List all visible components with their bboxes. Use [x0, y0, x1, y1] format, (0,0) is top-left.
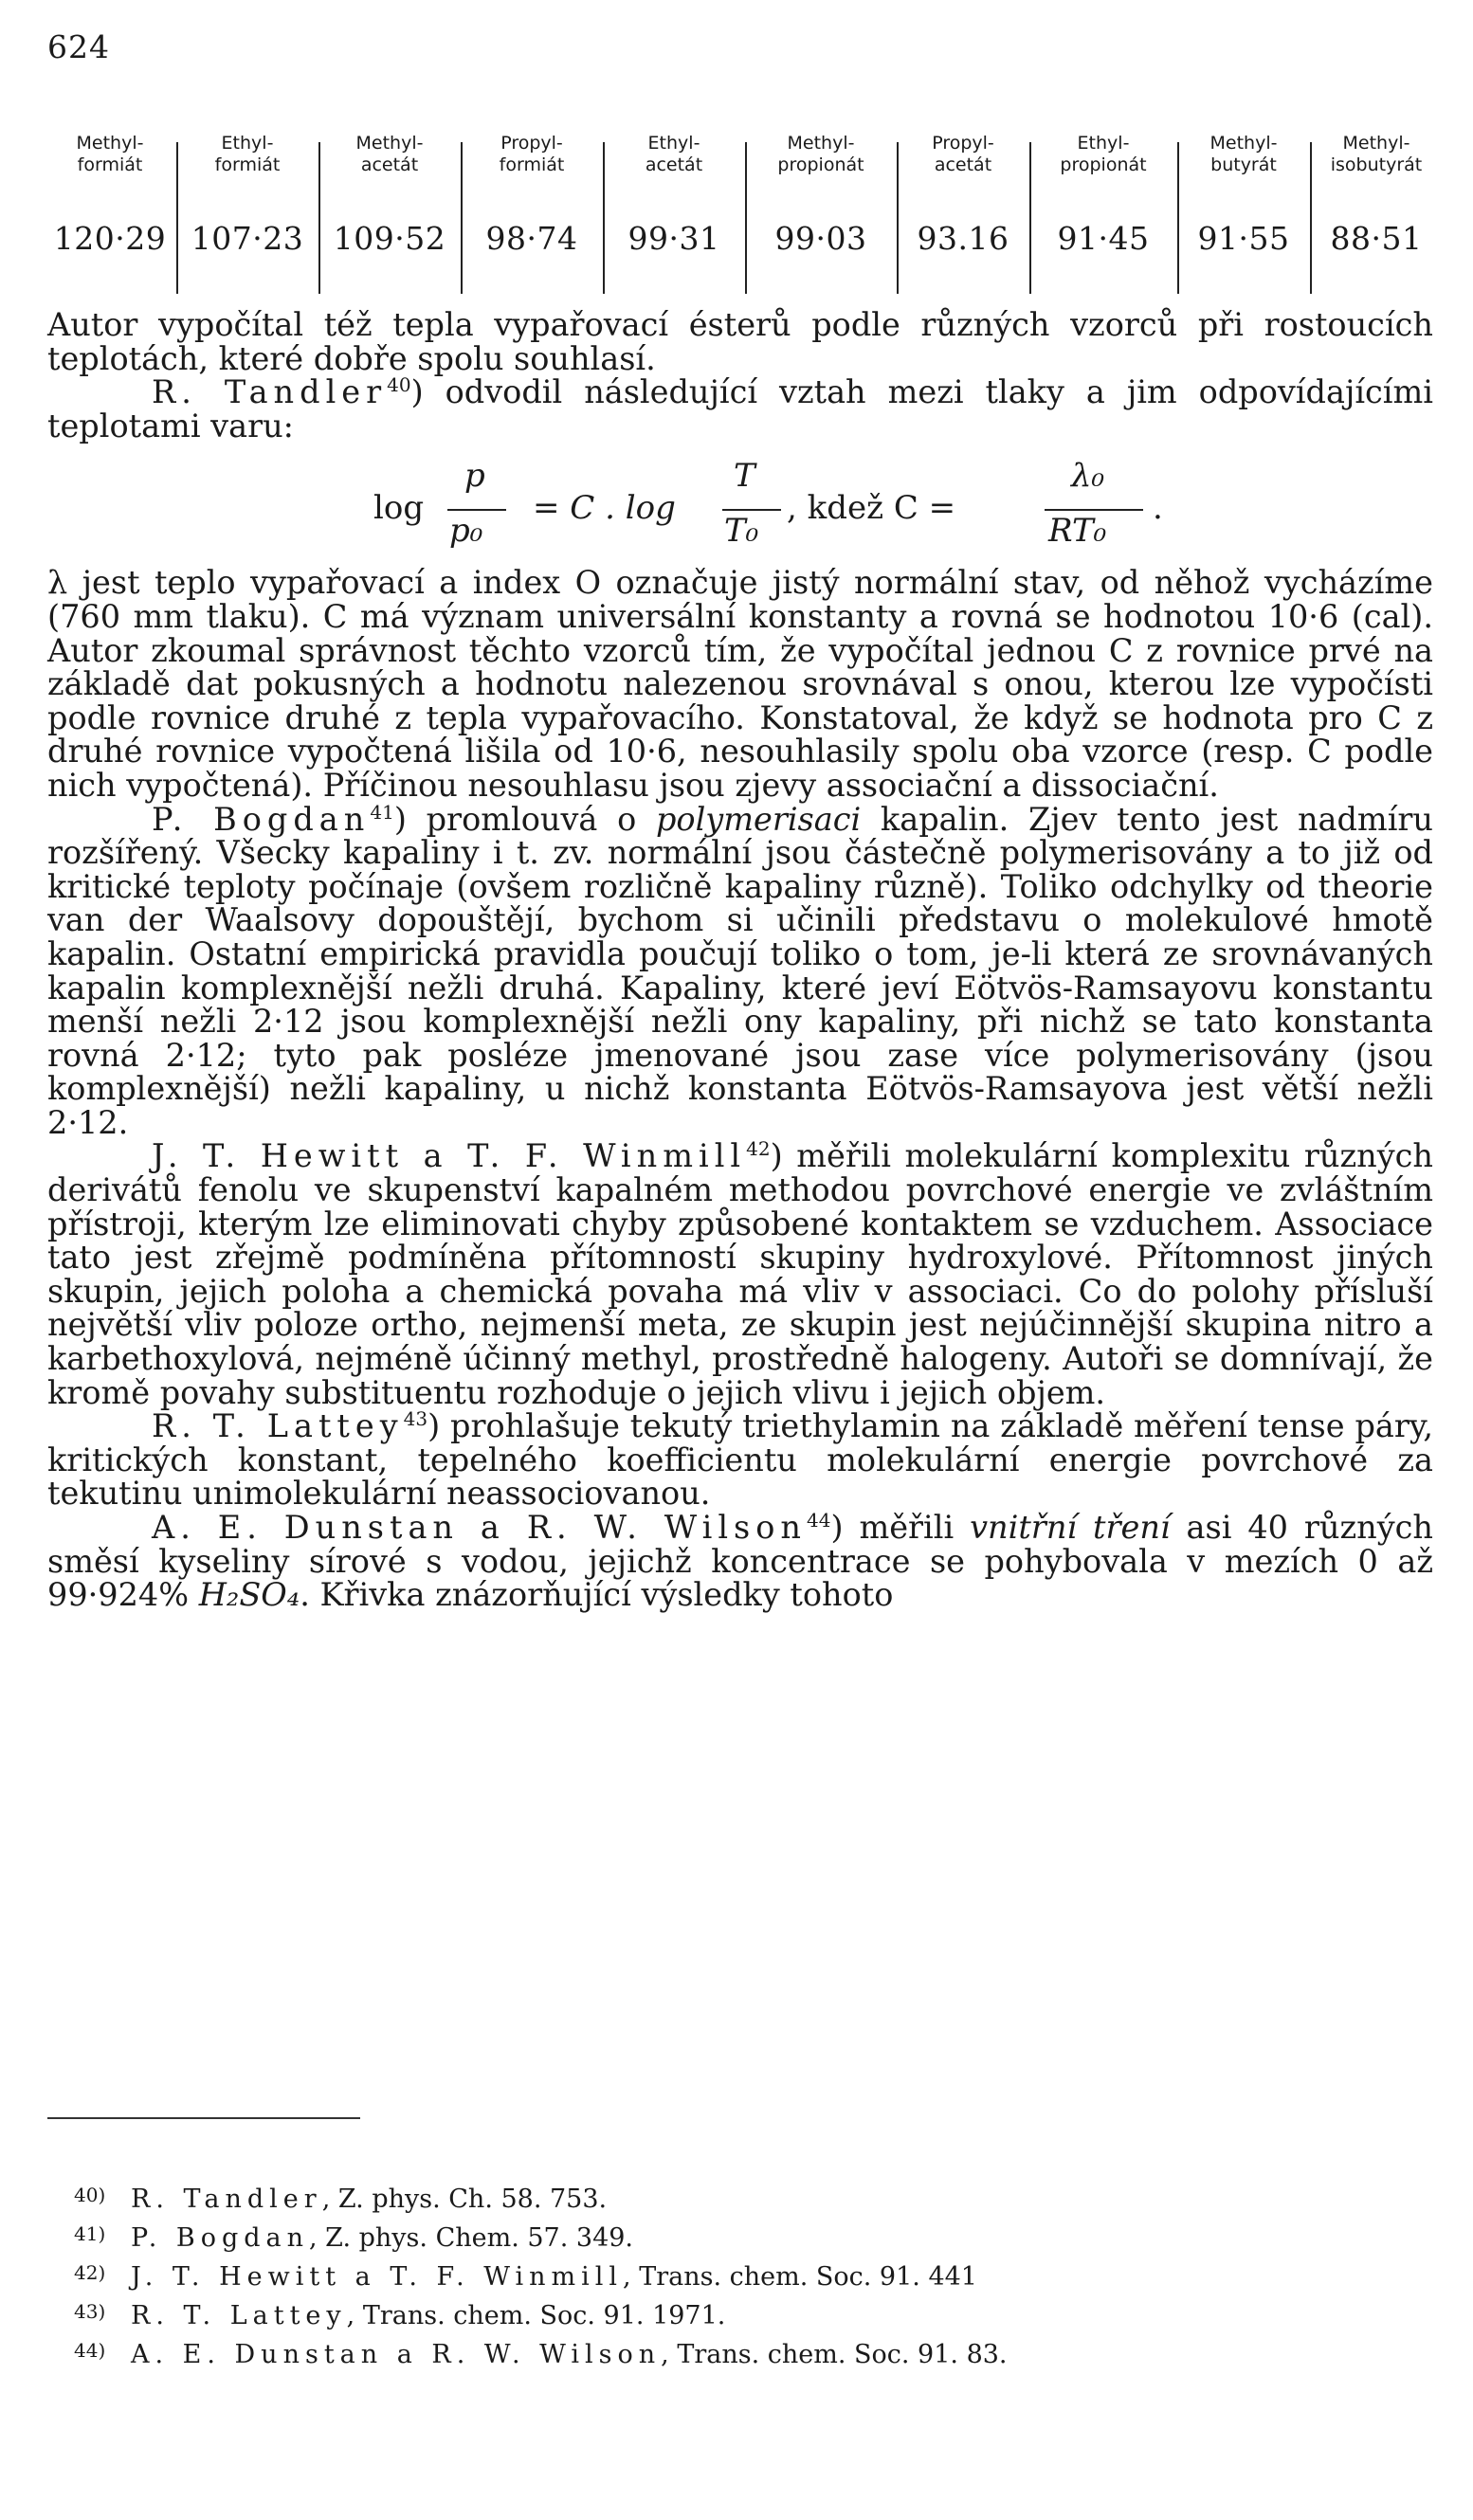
column-divider [318, 142, 320, 294]
fraction-bar [1045, 509, 1143, 511]
footnote: 41) P. Bogdan, Z. phys. Chem. 57. 349. [74, 2222, 634, 2253]
column-divider [1310, 142, 1312, 294]
column-header: Methyl- propionát [777, 133, 864, 175]
column-value: 93.16 [917, 220, 1009, 257]
body-text [47, 308, 1433, 1612]
tandler-formula [47, 457, 1433, 566]
paragraph: A. E. Dunstan a R. W. Wilson$^{44}$) měřili vnitřní tření asi 40 různých směsí kyseliny sírové s vodou, jejichž koncentrace se pohybovala v mezích 0 až 99·924% H₂SO₄. Křivka znázorňující výsledky tohoto [47, 1508, 1433, 1614]
heat-table [47, 133, 1439, 284]
paragraph: R. Tandler$^{40}$) odvodil následující vztah mezi tlaky a jim odpovídajícími teplotami varu: [47, 373, 1434, 444]
author-name: A. E. Dunstan a R. W. Wilson [152, 1509, 807, 1546]
formula-kdez: , kdež C = [787, 489, 956, 528]
table-column [180, 133, 315, 284]
footnote-separator [47, 2117, 360, 2119]
footnote-ref: 41 [370, 800, 394, 824]
footnote-ref: 43 [403, 1407, 428, 1431]
author-name: P. Bogdan [152, 800, 371, 838]
column-divider [1177, 142, 1179, 294]
formula-T: T [734, 457, 755, 496]
formula-lambda0: λ₀ [1071, 457, 1105, 496]
column-header: Propyl- acetát [932, 133, 994, 175]
column-value: 120·29 [53, 220, 167, 257]
table-column [1181, 133, 1306, 284]
formula-p0: p₀ [449, 512, 483, 551]
author-name: J. T. Hewitt a T. F. Winmill [152, 1137, 747, 1175]
column-value: 91·55 [1197, 220, 1290, 257]
page-number: 624 [47, 28, 110, 65]
table-column [322, 133, 457, 284]
table-column [749, 133, 893, 284]
footnote-ref: 40 [387, 373, 411, 397]
footnote: 43) R. T. Lattey, Trans. chem. Soc. 91. 1971. [74, 2300, 726, 2330]
footnote-ref: 42 [746, 1137, 771, 1161]
column-header: Methyl- acetát [355, 133, 424, 175]
table-column [607, 133, 741, 284]
footnotes [74, 2178, 1008, 2372]
author-name: R. Tandler [152, 373, 388, 411]
column-header: Methyl- butyrát [1209, 133, 1278, 175]
column-value: 91·45 [1057, 220, 1150, 257]
column-value: 109·52 [333, 220, 446, 257]
formula-log: log [373, 489, 425, 528]
column-header: Ethyl- formiát [214, 133, 281, 175]
column-divider [603, 142, 605, 294]
footnote: 44) A. E. Dunstan a R. W. Wilson, Trans. chem. Soc. 91. 83. [74, 2339, 1008, 2369]
author-name: R. T. Lattey [152, 1407, 404, 1445]
paragraph: λ jest teplo vypařovací a index O označuje jistý normální stav, od něhož vycházíme (760 mm tlaku). C má význam universální konstanty a rovná se hodnotou 10·6 (cal). Autor zkoumal správnost těchto vzorců tím, že vypočítal jednou C z rovnice prvé na základě dat pokusných a hodnotu nalezenou srovnával s onou, kterou lze vypočísti podle rovnice druhé z tepla vypařovacího. Konstatoval, že když se hodnota pro C z druhé rovnice vypočtená lišila od 10·6, nesouhlasily spolu oba vzorce (resp. C podle nich vypočtená). Příčinou nesouhlasu jsou zjevy associační a dissociační. [47, 564, 1433, 804]
formula-RT0: RT₀ [1048, 512, 1107, 551]
column-value: 88·51 [1330, 220, 1423, 257]
footnote: 42) J. T. Hewitt a T. F. Winmill, Trans. chem. Soc. 91. 441 [74, 2261, 977, 2292]
footnote-ref: 44 [807, 1508, 831, 1532]
column-value: 98·74 [485, 220, 578, 257]
column-divider [176, 142, 178, 294]
column-value: 107·23 [191, 220, 304, 257]
column-header: Ethyl- acetát [645, 133, 703, 175]
column-header: Ethyl- propionát [1060, 133, 1147, 175]
formula-eq: = C . log [533, 489, 676, 528]
footnote: 40) R. Tandler, Z. phys. Ch. 58. 753. [74, 2184, 608, 2214]
column-header: Methyl- formiát [76, 133, 144, 175]
column-divider [745, 142, 747, 294]
paragraph: Autor vypočítal též tepla vypařovací ésterů podle různých vzorců při rostoucích teplotách, které dobře spolu souhlasí. [47, 306, 1433, 377]
table-column [1033, 133, 1173, 284]
column-divider [1029, 142, 1031, 294]
column-header: Methyl- isobutyrát [1330, 133, 1423, 175]
formula-T0: T₀ [724, 512, 759, 551]
table-column [1314, 133, 1439, 284]
column-divider [897, 142, 899, 294]
column-value: 99·03 [774, 220, 867, 257]
table-column [900, 133, 1026, 284]
table-column [47, 133, 173, 284]
fraction-bar [722, 509, 781, 511]
fraction-bar [447, 509, 506, 511]
column-header: Propyl- formiát [499, 133, 565, 175]
paragraph: R. T. Lattey$^{43}$) prohlašuje tekutý triethylamin na základě měření tense páry, kritických konstant, tepelného koefficientu molekulární energie povrchové za tekutinu unimolekulární neassociovanou. [47, 1407, 1433, 1513]
paragraph: J. T. Hewitt a T. F. Winmill$^{42}$) měřili molekulární komplexitu různých derivátů fenolu ve skupenství kapalném methodou povrchové energie ve zvláštním přístroji, kterým lze eliminovati chyby způsobené kontaktem se vzduchem. Associace tato jest zřejmě podmíněna přítomností skupiny hydroxylové. Přítomnost jiných skupin, jejich poloha a chemická povaha má vliv v associaci. Co do polohy přísluší největší vliv poloze ortho, nejmenší meta, ze skupin jest nejúčinnější skupina nitro a karbethoxylová, nejméně účinný methyl, prostředně halogeny. Autoři se domnívají, že kromě povahy substituentu rozhoduje o jejich vlivu i jejich objem. [47, 1137, 1433, 1411]
column-divider [461, 142, 463, 294]
paragraph: P. Bogdan$^{41}$) promlouvá o polymerisaci kapalin. Zjev tento jest nadmíru rozšířený. Všecky kapaliny i t. zv. normální jsou částečně polymerisovány a to již od kritické teploty počínaje (ovšem rozličně kapaliny různě). Toliko odchylky od theorie van der Waalsovy dopouštějí, bychom si učinili představu o molekulové hmotě kapalin. Ostatní empirická pravidla poučují toliko o tom, je-li která ze srovnávaných kapalin komplexnější nežli druhá. Kapaliny, které jeví Eötvös-Ramsayovu konstantu menší nežli 2·12 jsou komplexnější nežli ony kapaliny, při nichž se tato konstanta rovná 2·12; tyto pak posléze jmenované jsou zase více polymerisovány (jsou komplexnější) nežli kapaliny, u nichž konstanta Eötvös-Ramsayova jest větší nežli 2·12. [47, 800, 1434, 1141]
table-column [464, 133, 599, 284]
formula-dot: . [1153, 489, 1163, 528]
formula-p: p [464, 457, 485, 496]
column-value: 99·31 [627, 220, 720, 257]
